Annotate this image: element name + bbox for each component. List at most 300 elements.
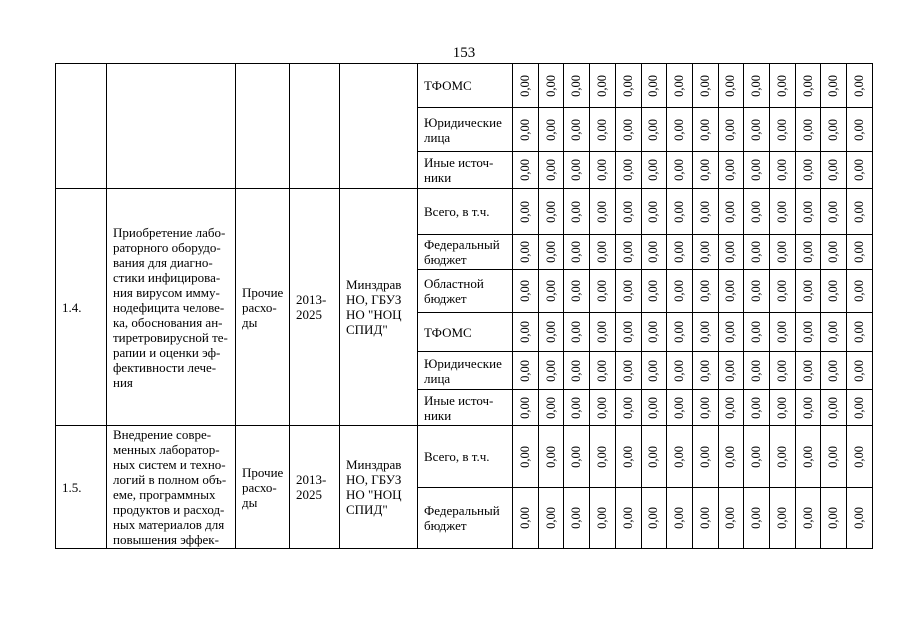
amount-cell [513,352,539,390]
amount-value: 0,00 [569,445,584,468]
amount-value: 0,00 [620,159,635,181]
amount-value: 0,00 [851,118,866,141]
amount-cell [667,352,693,390]
amount-value: 0,00 [646,74,661,97]
amount-value: 0,00 [517,321,532,343]
amount-cell [821,390,847,426]
amount-value: 0,00 [646,445,661,468]
implementation-years-cell: 2013- 2025 [290,189,340,426]
amount-value: 0,00 [826,241,841,263]
amount-cell [719,270,745,313]
amount-cell [667,235,693,270]
funding-source-cell: Федеральный бюджет [418,488,513,549]
amount-value: 0,00 [800,507,815,529]
amount-value: 0,00 [749,159,764,181]
amount-value: 0,00 [774,241,789,263]
amount-value: 0,00 [826,280,841,302]
amount-cell [821,108,847,152]
amount-value: 0,00 [723,396,738,419]
amount-cell [796,108,822,152]
amount-cell [770,390,796,426]
amount-value: 0,00 [517,74,532,97]
amount-cell [796,270,822,313]
amount-value: 0,00 [723,507,738,529]
amount-cell [719,426,745,488]
amount-cell [513,189,539,235]
amount-value: 0,00 [723,74,738,97]
amount-value: 0,00 [749,359,764,382]
amount-value: 0,00 [774,280,789,302]
amount-value: 0,00 [749,280,764,302]
item-number-cell [56,64,107,189]
amount-value: 0,00 [851,321,866,343]
amount-value: 0,00 [672,396,687,419]
amount-cell [616,488,642,549]
amount-value: 0,00 [594,359,609,382]
amount-cell [821,426,847,488]
amount-value: 0,00 [517,359,532,382]
funding-source-cell: Юридические лица [418,352,513,390]
expense-type-cell [236,64,290,189]
amount-value: 0,00 [543,74,558,97]
amount-cell [821,235,847,270]
amount-value: 0,00 [672,159,687,181]
funding-source-cell: ТФОМС [418,64,513,108]
amount-cell [693,390,719,426]
amount-cell [590,270,616,313]
amount-cell [719,235,745,270]
amount-value: 0,00 [543,280,558,302]
amount-value: 0,00 [543,321,558,343]
amount-value: 0,00 [646,507,661,529]
amount-cell [796,488,822,549]
amount-cell [616,108,642,152]
amount-value: 0,00 [672,280,687,302]
amount-cell [642,352,668,390]
executor-cell [340,64,418,189]
funding-source-cell: ТФОМС [418,313,513,352]
amount-cell [590,390,616,426]
amount-cell [796,390,822,426]
amount-cell [847,390,873,426]
amount-cell [513,390,539,426]
amount-value: 0,00 [646,241,661,263]
amount-cell [564,64,590,108]
amount-value: 0,00 [697,359,712,382]
amount-cell [539,270,565,313]
amount-value: 0,00 [723,321,738,343]
funding-source-cell: Иные источ- ники [418,152,513,189]
amount-cell [564,235,590,270]
amount-value: 0,00 [851,159,866,181]
amount-value: 0,00 [569,118,584,141]
amount-value: 0,00 [851,396,866,419]
amount-cell [667,152,693,189]
amount-cell [564,313,590,352]
amount-cell [796,313,822,352]
amount-value: 0,00 [517,159,532,181]
item-description-cell: Приобретение лабо- раторного оборудо- вания для диагно- стики инфицирова- ния вирусом имму- нодефицита челове- ка, обоснования ан- тиретровирусной те- рапии и оценки эф- фективности лече- ния [107,189,236,426]
amount-cell [744,352,770,390]
amount-value: 0,00 [826,200,841,223]
amount-value: 0,00 [594,200,609,223]
amount-cell [667,108,693,152]
amount-cell [744,235,770,270]
page-number: 153 [452,45,476,61]
amount-value: 0,00 [826,118,841,141]
amount-cell [590,152,616,189]
amount-value: 0,00 [800,159,815,181]
amount-cell [513,270,539,313]
amount-cell [770,64,796,108]
amount-value: 0,00 [517,507,532,529]
amount-value: 0,00 [569,159,584,181]
amount-value: 0,00 [723,118,738,141]
amount-cell [693,426,719,488]
amount-value: 0,00 [672,507,687,529]
amount-cell [847,235,873,270]
amount-value: 0,00 [697,507,712,529]
amount-value: 0,00 [774,396,789,419]
amount-value: 0,00 [620,200,635,223]
amount-value: 0,00 [697,396,712,419]
amount-cell [770,235,796,270]
amount-value: 0,00 [826,321,841,343]
amount-value: 0,00 [749,445,764,468]
amount-cell [719,488,745,549]
amount-cell [667,426,693,488]
amount-value: 0,00 [800,321,815,343]
amount-cell [693,488,719,549]
amount-cell [513,235,539,270]
amount-cell [642,313,668,352]
amount-cell [590,352,616,390]
amount-value: 0,00 [594,445,609,468]
amount-value: 0,00 [543,159,558,181]
item-number-cell: 1.4. [56,189,107,426]
amount-value: 0,00 [569,396,584,419]
amount-value: 0,00 [749,321,764,343]
amount-value: 0,00 [800,74,815,97]
amount-cell [796,426,822,488]
amount-value: 0,00 [620,321,635,343]
amount-value: 0,00 [672,445,687,468]
amount-value: 0,00 [697,445,712,468]
amount-value: 0,00 [697,200,712,223]
amount-cell [616,426,642,488]
amount-cell [770,152,796,189]
amount-cell [642,488,668,549]
amount-cell [590,426,616,488]
amount-value: 0,00 [620,74,635,97]
amount-value: 0,00 [594,321,609,343]
funding-source-cell: Федеральный бюджет [418,235,513,270]
amount-value: 0,00 [672,118,687,141]
amount-value: 0,00 [851,241,866,263]
expense-type-cell: Прочие расхо- ды [236,189,290,426]
amount-cell [744,152,770,189]
amount-value: 0,00 [594,507,609,529]
amount-value: 0,00 [646,280,661,302]
amount-value: 0,00 [826,445,841,468]
amount-value: 0,00 [800,280,815,302]
amount-value: 0,00 [646,200,661,223]
amount-value: 0,00 [646,321,661,343]
amount-cell [693,352,719,390]
amount-cell [796,235,822,270]
amount-value: 0,00 [594,159,609,181]
amount-value: 0,00 [517,396,532,419]
amount-cell [667,189,693,235]
amount-cell [667,390,693,426]
amount-cell [513,313,539,352]
amount-value: 0,00 [697,280,712,302]
amount-cell [642,152,668,189]
amount-cell [539,189,565,235]
amount-value: 0,00 [569,280,584,302]
amount-cell [821,313,847,352]
amount-value: 0,00 [697,74,712,97]
amount-cell [590,189,616,235]
amount-cell [821,189,847,235]
amount-value: 0,00 [774,200,789,223]
executor-cell: Минздрав НО, ГБУЗ НО "НОЦ СПИД" [340,426,418,549]
amount-cell [770,313,796,352]
amount-value: 0,00 [620,445,635,468]
amount-value: 0,00 [672,241,687,263]
amount-value: 0,00 [851,74,866,97]
amount-cell [616,352,642,390]
amount-value: 0,00 [646,159,661,181]
amount-value: 0,00 [723,200,738,223]
amount-cell [667,313,693,352]
amount-value: 0,00 [517,241,532,263]
implementation-years-cell [290,64,340,189]
amount-value: 0,00 [569,321,584,343]
amount-value: 0,00 [826,74,841,97]
amount-cell [744,426,770,488]
funding-source-cell: Областной бюджет [418,270,513,313]
amount-cell [564,152,590,189]
amount-cell [616,270,642,313]
amount-value: 0,00 [800,359,815,382]
amount-cell [821,488,847,549]
amount-value: 0,00 [646,118,661,141]
amount-value: 0,00 [517,280,532,302]
amount-value: 0,00 [851,359,866,382]
amount-value: 0,00 [774,74,789,97]
amount-cell [693,313,719,352]
amount-cell [693,189,719,235]
amount-cell [847,488,873,549]
amount-cell [847,64,873,108]
amount-value: 0,00 [672,200,687,223]
amount-cell [539,108,565,152]
amount-value: 0,00 [569,241,584,263]
amount-value: 0,00 [800,118,815,141]
amount-value: 0,00 [723,445,738,468]
amount-value: 0,00 [569,200,584,223]
amount-value: 0,00 [774,159,789,181]
amount-value: 0,00 [697,321,712,343]
amount-cell [590,108,616,152]
amount-value: 0,00 [569,507,584,529]
amount-cell [513,488,539,549]
amount-cell [642,189,668,235]
amount-value: 0,00 [749,200,764,223]
amount-value: 0,00 [749,241,764,263]
amount-value: 0,00 [594,118,609,141]
amount-value: 0,00 [774,321,789,343]
amount-value: 0,00 [672,74,687,97]
amount-cell [564,352,590,390]
amount-value: 0,00 [620,359,635,382]
budget-table [55,63,873,549]
amount-value: 0,00 [543,507,558,529]
amount-value: 0,00 [543,118,558,141]
amount-cell [513,152,539,189]
executor-cell: Минздрав НО, ГБУЗ НО "НОЦ СПИД" [340,189,418,426]
amount-cell [719,352,745,390]
amount-cell [770,108,796,152]
amount-value: 0,00 [800,396,815,419]
amount-value: 0,00 [517,200,532,223]
amount-cell [642,270,668,313]
funding-source-cell: Всего, в т.ч. [418,426,513,488]
amount-cell [719,189,745,235]
funding-source-cell: Юридические лица [418,108,513,152]
amount-value: 0,00 [620,241,635,263]
amount-cell [719,152,745,189]
amount-cell [667,488,693,549]
amount-cell [744,64,770,108]
amount-cell [770,352,796,390]
amount-cell [821,352,847,390]
amount-value: 0,00 [723,159,738,181]
amount-value: 0,00 [749,507,764,529]
amount-cell [539,235,565,270]
amount-cell [539,390,565,426]
amount-cell [513,426,539,488]
amount-cell [847,270,873,313]
amount-value: 0,00 [672,321,687,343]
amount-cell [564,488,590,549]
amount-cell [590,313,616,352]
amount-value: 0,00 [517,445,532,468]
amount-cell [616,64,642,108]
amount-value: 0,00 [543,396,558,419]
item-description-cell: Внедрение совре- менных лаборатор- ных систем и техно- логий в полном объ- еме, программных продуктов и расход- ных материалов для повышения эффек- [107,426,236,549]
amount-cell [564,108,590,152]
amount-value: 0,00 [851,200,866,223]
amount-cell [770,189,796,235]
expense-type-cell: Прочие расхо- ды [236,426,290,549]
amount-cell [821,270,847,313]
amount-cell [693,235,719,270]
amount-cell [616,235,642,270]
amount-cell [847,152,873,189]
amount-value: 0,00 [826,396,841,419]
amount-cell [744,390,770,426]
amount-cell [564,270,590,313]
amount-cell [796,152,822,189]
amount-cell [719,64,745,108]
amount-value: 0,00 [672,359,687,382]
amount-cell [667,270,693,313]
amount-value: 0,00 [826,359,841,382]
amount-cell [693,270,719,313]
amount-value: 0,00 [594,280,609,302]
amount-cell [564,189,590,235]
amount-value: 0,00 [620,396,635,419]
amount-value: 0,00 [569,359,584,382]
amount-value: 0,00 [594,74,609,97]
amount-cell [719,313,745,352]
amount-value: 0,00 [774,359,789,382]
amount-cell [513,64,539,108]
amount-cell [744,488,770,549]
amount-cell [847,352,873,390]
amount-value: 0,00 [826,507,841,529]
amount-value: 0,00 [774,507,789,529]
amount-value: 0,00 [543,445,558,468]
amount-cell [539,313,565,352]
amount-value: 0,00 [646,359,661,382]
amount-cell [744,270,770,313]
amount-cell [693,152,719,189]
amount-cell [847,426,873,488]
amount-cell [847,189,873,235]
amount-cell [616,313,642,352]
amount-cell [821,152,847,189]
amount-cell [616,152,642,189]
funding-source-cell: Иные источ- ники [418,390,513,426]
amount-value: 0,00 [851,280,866,302]
amount-cell [642,108,668,152]
item-number-cell: 1.5. [56,426,107,549]
amount-cell [642,64,668,108]
amount-cell [693,108,719,152]
amount-value: 0,00 [800,445,815,468]
amount-value: 0,00 [723,359,738,382]
amount-cell [590,235,616,270]
item-description-cell [107,64,236,189]
amount-cell [590,64,616,108]
amount-value: 0,00 [800,200,815,223]
amount-cell [539,152,565,189]
amount-value: 0,00 [774,118,789,141]
amount-value: 0,00 [620,507,635,529]
amount-value: 0,00 [800,241,815,263]
amount-cell [539,488,565,549]
amount-cell [796,352,822,390]
amount-cell [564,426,590,488]
amount-value: 0,00 [594,241,609,263]
amount-value: 0,00 [749,118,764,141]
amount-cell [590,488,616,549]
amount-cell [821,64,847,108]
amount-value: 0,00 [697,159,712,181]
amount-cell [513,108,539,152]
amount-value: 0,00 [543,359,558,382]
amount-value: 0,00 [851,507,866,529]
amount-cell [667,64,693,108]
amount-value: 0,00 [749,74,764,97]
amount-cell [564,390,590,426]
amount-value: 0,00 [723,280,738,302]
amount-value: 0,00 [594,396,609,419]
amount-value: 0,00 [620,118,635,141]
